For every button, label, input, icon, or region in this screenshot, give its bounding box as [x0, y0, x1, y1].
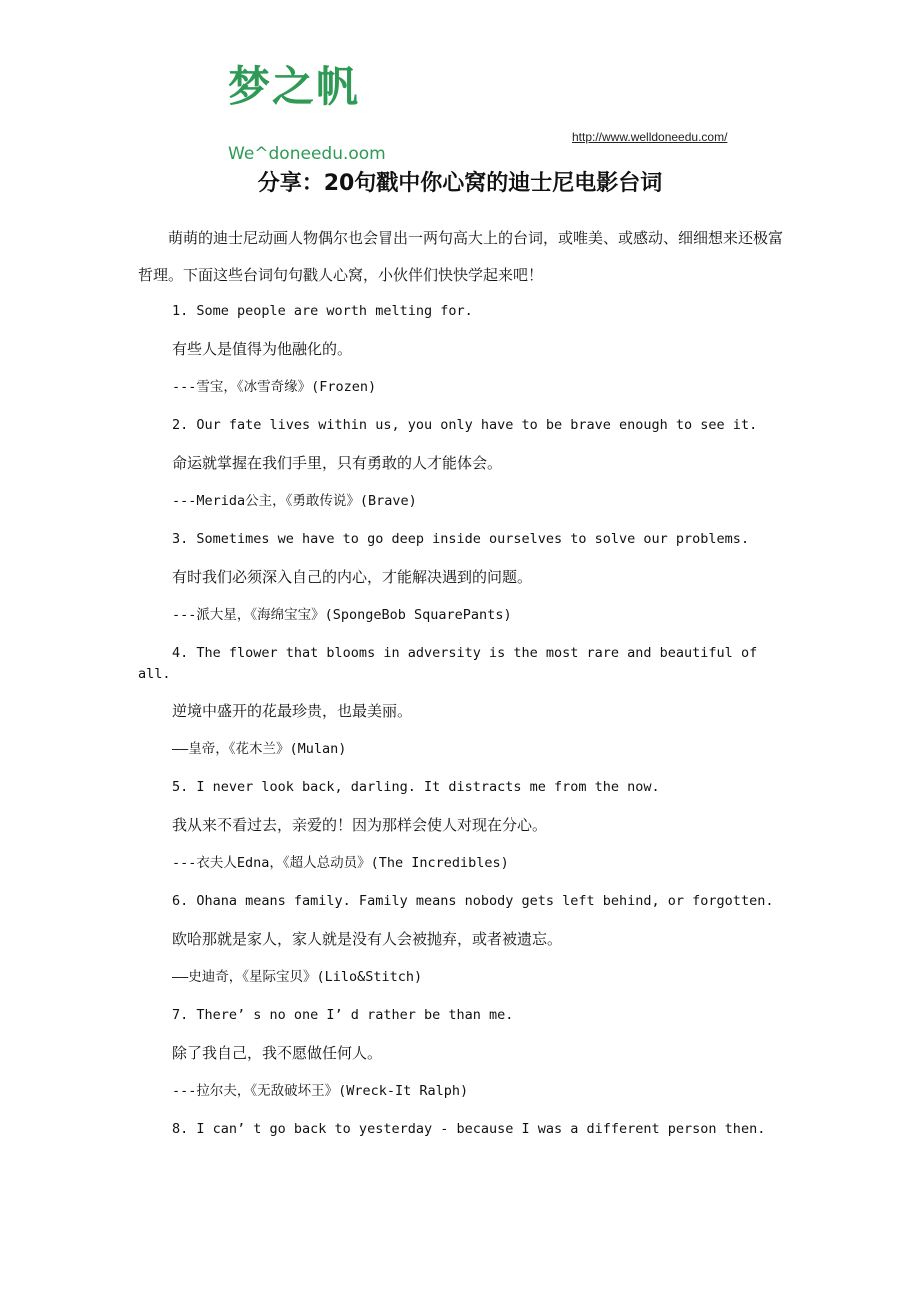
quote-7-cn: 除了我自己，我不愿做任何人。 — [172, 1044, 383, 1062]
quote-4-en: 4. The flower that blooms in adversity is the most rare and beautiful of — [172, 645, 758, 661]
quote-7-source: ---拉尔夫，《无敌破坏王》(Wreck-It Ralph) — [172, 1083, 469, 1099]
logo-chinese: 梦之帆 — [228, 62, 361, 111]
logo-english: We^doneedu.oom — [228, 144, 386, 164]
quote-3-en: 3. Sometimes we have to go deep inside ourselves to solve our problems. — [172, 531, 750, 547]
quote-6-cn: 欧哈那就是家人，家人就是没有人会被抛弃，或者被遗忘。 — [172, 930, 563, 948]
quote-3-source: ---派大星，《海绵宝宝》(SpongeBob SquarePants) — [172, 607, 512, 623]
quote-1-source: ---雪宝，《冰雪奇缘》(Frozen) — [172, 379, 377, 395]
quote-2-en: 2. Our fate lives within us, you only have to be brave enough to see it. — [172, 417, 758, 433]
quote-1-en: 1. Some people are worth melting for. — [172, 303, 473, 319]
quote-4-cn: 逆境中盛开的花最珍贵，也最美丽。 — [172, 702, 413, 720]
quote-2-cn: 命运就掌握在我们手里，只有勇敢的人才能体会。 — [172, 454, 503, 472]
intro-paragraph: 萌萌的迪士尼动画人物偶尔也会冒出一两句高大上的台词，或唯美、或感动、细细想来还极富哲理。下面这些台词句句戳人心窝，小伙伴们快快学起来吧！ — [138, 229, 784, 284]
quote-6-source: ——史迪奇，《星际宝贝》(Lilo&Stitch) — [172, 969, 423, 985]
quote-5-cn: 我从来不看过去，亲爱的！因为那样会使人对现在分心。 — [172, 816, 548, 834]
quote-4-source: ——皇帝，《花木兰》(Mulan) — [172, 741, 347, 757]
quote-5-source: ---衣夫人Edna，《超人总动员》(The Incredibles) — [172, 855, 509, 871]
quote-4-en-wrap: all. — [138, 666, 171, 682]
quote-5-en: 5. I never look back, darling. It distracts me from the now. — [172, 779, 660, 795]
quote-8-en: 8. I can’ t go back to yesterday - because I was a different person then. — [172, 1121, 766, 1137]
quote-6-en: 6. Ohana means family. Family means nobody gets left behind, or forgotten. — [172, 893, 774, 909]
site-url-link[interactable]: http://www.welldoneedu.com/ — [572, 130, 728, 144]
quote-2-source: ---Merida公主，《勇敢传说》(Brave) — [172, 493, 417, 509]
quote-1-cn: 有些人是值得为他融化的。 — [172, 340, 353, 358]
quote-3-cn: 有时我们必须深入自己的内心，才能解决遇到的问题。 — [172, 568, 533, 586]
page-title: 分享：20句戳中你心窝的迪士尼电影台词 — [257, 171, 663, 196]
quote-7-en: 7. There’ s no one I’ d rather be than me. — [172, 1007, 514, 1023]
